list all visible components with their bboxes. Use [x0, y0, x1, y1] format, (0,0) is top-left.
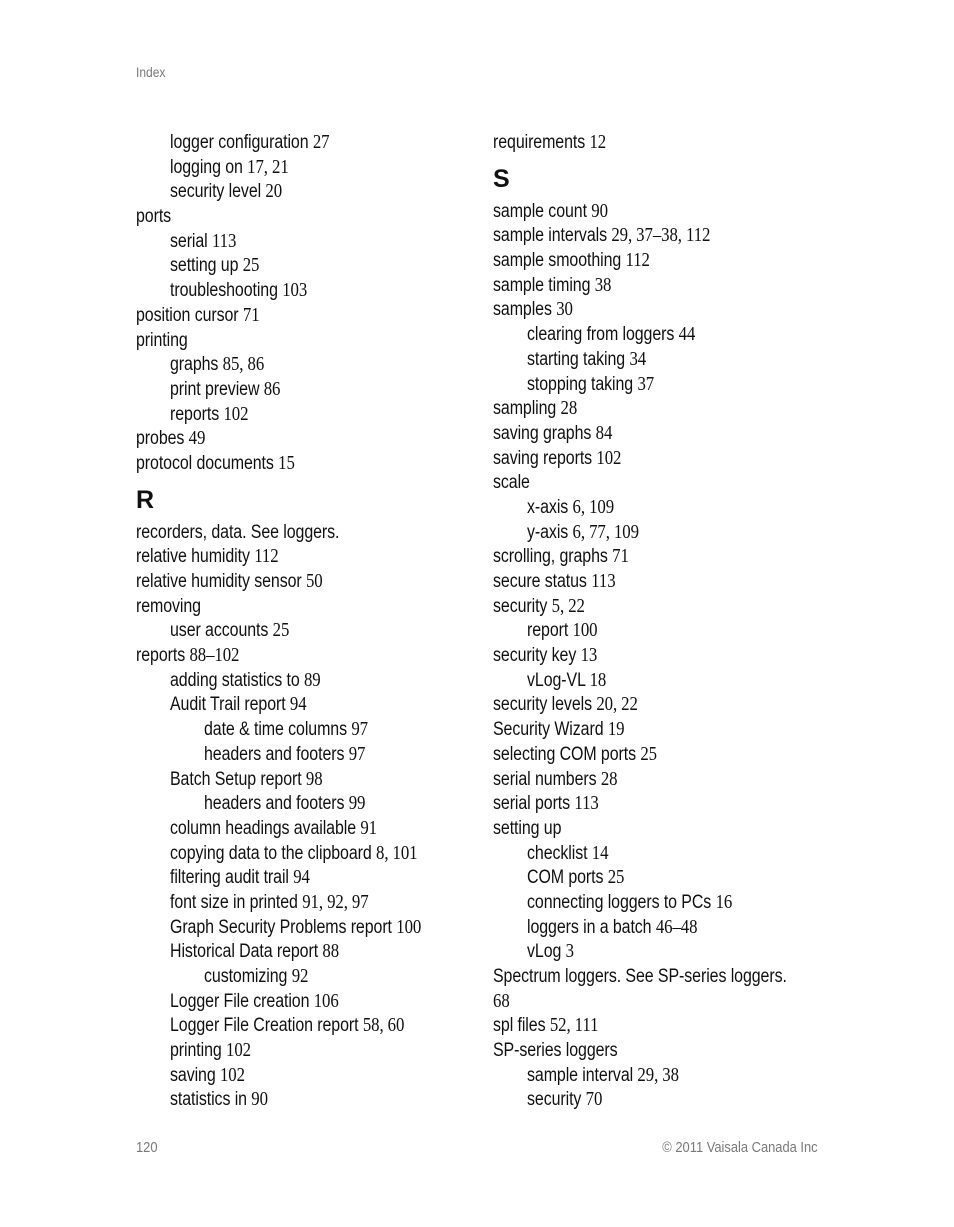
- index-term: sample intervals: [493, 225, 612, 247]
- index-entry: [493, 347, 833, 372]
- index-page-refs: 30: [556, 298, 573, 321]
- index-page-refs: 18: [589, 668, 607, 691]
- index-entry: [136, 939, 476, 964]
- index-entry: [493, 544, 833, 569]
- index-page-refs: 71: [242, 303, 260, 326]
- index-page-refs: 6, 77, 109: [572, 520, 639, 543]
- index-term: protocol documents: [136, 452, 279, 474]
- running-head: Index: [136, 64, 166, 80]
- index-column-left: [136, 130, 476, 1112]
- index-page-refs: 90: [251, 1088, 268, 1111]
- index-page-refs: 88–102: [189, 644, 240, 667]
- index-entry: [136, 816, 476, 841]
- index-entry: [136, 989, 476, 1014]
- index-entry: [136, 130, 476, 155]
- index-term: troubleshooting: [170, 280, 283, 302]
- index-term: stopping taking: [527, 373, 638, 395]
- index-entry: [493, 692, 833, 717]
- index-entry: [493, 643, 833, 668]
- index-term: sample smoothing: [493, 250, 626, 272]
- index-term: recorders, data. See loggers.: [136, 521, 340, 543]
- index-term: probes: [136, 428, 189, 450]
- index-column-right: [493, 130, 833, 1112]
- index-term: printing: [170, 1040, 227, 1062]
- index-page-refs: 91, 92, 97: [302, 890, 369, 913]
- index-page-refs: 25: [272, 619, 290, 642]
- index-entry: [136, 402, 476, 427]
- index-entry: [493, 668, 833, 693]
- index-page-refs: 25: [242, 254, 260, 277]
- index-term: serial ports: [493, 793, 575, 815]
- index-entry: [493, 1038, 833, 1063]
- index-entry: [136, 865, 476, 890]
- index-entry: [136, 544, 476, 569]
- index-page-refs: 102: [223, 402, 249, 425]
- page-number: 120: [136, 1139, 158, 1156]
- index-entry: [136, 426, 476, 451]
- index-term: position cursor: [136, 304, 243, 326]
- index-term: Historical Data report: [170, 941, 323, 963]
- index-page-refs: 103: [282, 279, 308, 302]
- index-entry: [493, 421, 833, 446]
- index-page-refs: 102: [219, 1063, 245, 1086]
- index-term: adding statistics to: [170, 669, 304, 691]
- index-term: spl files: [493, 1015, 550, 1037]
- index-term: security level: [170, 181, 266, 203]
- index-term: Audit Trail report: [170, 694, 290, 716]
- index-term: relative humidity: [136, 546, 255, 568]
- index-term: serial: [170, 230, 212, 252]
- index-term: Graph Security Problems report: [170, 916, 397, 938]
- index-entry: [136, 742, 476, 767]
- index-entry: [136, 841, 476, 866]
- index-entry: [493, 396, 833, 421]
- index-term: Logger File creation: [170, 990, 314, 1012]
- index-term: Security Wizard: [493, 719, 608, 741]
- index-term: font size in printed: [170, 891, 303, 913]
- index-entry: [493, 964, 833, 989]
- index-term: saving reports: [493, 447, 597, 469]
- index-page-refs: 112: [625, 249, 650, 272]
- index-term: logger configuration: [170, 132, 313, 153]
- index-term: starting taking: [527, 348, 630, 370]
- index-term: serial numbers: [493, 768, 601, 790]
- index-term: security levels: [493, 694, 597, 716]
- index-page-refs: 106: [313, 989, 339, 1012]
- index-entry: [493, 372, 833, 397]
- index-entry: [136, 204, 476, 229]
- index-term: y-axis: [527, 521, 573, 543]
- index-term: Batch Setup report: [170, 768, 306, 790]
- index-page-refs: 102: [596, 446, 622, 469]
- index-entry: [493, 816, 833, 841]
- index-term: copying data to the clipboard: [170, 842, 376, 864]
- index-term: vLog-VL: [527, 669, 590, 691]
- index-entry: [493, 767, 833, 792]
- index-entry: [136, 155, 476, 180]
- index-entry: [493, 618, 833, 643]
- index-entry: [136, 692, 476, 717]
- index-entry: [493, 297, 833, 322]
- index-term: checklist: [527, 842, 592, 864]
- index-term: printing: [136, 329, 188, 351]
- index-term: statistics in: [170, 1089, 252, 1111]
- index-entry: [493, 273, 833, 298]
- index-page-refs: 89: [303, 668, 321, 691]
- index-entry: [136, 229, 476, 254]
- index-entry: [493, 322, 833, 347]
- index-page-refs: 113: [574, 792, 599, 815]
- index-page-refs: 88: [322, 940, 340, 963]
- copyright-notice: © 2011 Vaisala Canada Inc: [662, 1139, 818, 1156]
- index-page-refs: 28: [600, 767, 618, 790]
- index-term: saving graphs: [493, 422, 596, 444]
- index-page-refs: 50: [305, 570, 323, 592]
- index-page-refs: 68: [493, 989, 510, 1012]
- index-page-refs: 34: [629, 347, 647, 370]
- index-page-refs: 17, 21: [247, 155, 289, 178]
- index-term: column headings available: [170, 817, 361, 839]
- index-page-refs: 92: [291, 965, 309, 987]
- index-term: report: [527, 620, 573, 642]
- index-page-refs: 15: [278, 451, 295, 474]
- index-entry: [493, 248, 833, 273]
- index-entry: [136, 1013, 476, 1038]
- index-entry: [136, 964, 476, 989]
- index-page-refs: 98: [305, 767, 323, 790]
- index-page-refs: 85, 86: [222, 353, 265, 376]
- index-page-refs: 27: [312, 131, 330, 153]
- index-entry: [136, 253, 476, 278]
- index-term: Logger File Creation report: [170, 1015, 363, 1037]
- index-term: selecting COM ports: [493, 743, 641, 765]
- index-entry: [493, 865, 833, 890]
- index-entry: [493, 199, 833, 224]
- index-entry: [136, 668, 476, 693]
- index-term: requirements: [493, 132, 590, 153]
- index-page-refs: 20, 22: [596, 693, 638, 716]
- index-page-refs: 29, 38: [637, 1063, 679, 1086]
- index-entry: [493, 717, 833, 742]
- index-entry: [493, 1013, 833, 1038]
- index-page-refs: 100: [396, 915, 422, 938]
- index-page-refs: 37: [637, 372, 655, 395]
- index-page-refs: 90: [591, 199, 608, 222]
- index-term: clearing from loggers: [527, 324, 679, 346]
- index-term: security key: [493, 645, 581, 667]
- index-term: x-axis: [527, 496, 573, 518]
- index-entry: [136, 643, 476, 668]
- index-term: sample count: [493, 200, 592, 222]
- index-term: vLog: [527, 941, 566, 963]
- index-entry: [493, 569, 833, 594]
- index-entry: [493, 742, 833, 767]
- index-page-refs: 94: [289, 693, 307, 716]
- index-term: scrolling, graphs: [493, 546, 613, 568]
- index-term: logging on: [170, 156, 248, 178]
- index-page-refs: 13: [580, 644, 598, 667]
- index-page-refs: 20: [265, 180, 283, 203]
- index-page-refs: 44: [678, 323, 696, 346]
- index-entry: [493, 446, 833, 471]
- index-page-refs: 16: [715, 890, 733, 913]
- index-entry: [136, 594, 476, 619]
- index-entry: [136, 767, 476, 792]
- index-term: Spectrum loggers. See SP-series loggers.: [493, 966, 787, 987]
- index-term: setting up: [170, 255, 243, 277]
- index-entry: [136, 915, 476, 940]
- index-page-refs: 12: [589, 131, 607, 153]
- index-term: graphs: [170, 354, 223, 376]
- index-entry: [493, 890, 833, 915]
- index-entry: [493, 520, 833, 545]
- index-term: filtering audit trail: [170, 867, 294, 889]
- index-term: customizing: [204, 966, 292, 987]
- index-term: removing: [136, 595, 201, 617]
- index-term: reports: [170, 403, 224, 425]
- index-entry: [493, 223, 833, 248]
- index-page-refs: 5, 22: [551, 594, 585, 617]
- index-entry: [136, 377, 476, 402]
- index-page-refs: 113: [591, 570, 616, 592]
- index-page-refs: 70: [585, 1088, 603, 1111]
- index-page-refs: 94: [293, 866, 310, 889]
- index-entry: [136, 1038, 476, 1063]
- index-page-refs: 97: [351, 718, 368, 741]
- index-page-refs: 102: [226, 1039, 251, 1062]
- index-entry: [136, 717, 476, 742]
- index-term: scale: [493, 472, 530, 494]
- index-entry: [493, 915, 833, 940]
- index-term: sampling: [493, 398, 561, 420]
- index-term: print preview: [170, 378, 264, 400]
- index-term: headers and footers: [204, 743, 349, 765]
- index-entry: [136, 520, 476, 545]
- index-page-refs: 25: [607, 866, 625, 889]
- index-page-refs: 91: [360, 816, 377, 839]
- index-entry: [493, 939, 833, 964]
- index-entry: [493, 989, 833, 1014]
- index-page-refs: 6, 109: [572, 495, 615, 518]
- index-term: SP-series loggers: [493, 1040, 618, 1062]
- index-page-refs: 100: [572, 619, 598, 642]
- index-entry: [136, 1087, 476, 1112]
- index-page-refs: 86: [263, 377, 281, 400]
- index-term: secure status: [493, 571, 592, 592]
- index-entry: [136, 791, 476, 816]
- index-entry: [493, 495, 833, 520]
- index-page-refs: 113: [211, 229, 237, 252]
- index-entry: [493, 594, 833, 619]
- index-entry: [136, 569, 476, 594]
- index-term: reports: [136, 645, 190, 667]
- index-section-letter: R: [136, 485, 155, 514]
- index-entry: [136, 179, 476, 204]
- index-term: ports: [136, 206, 172, 228]
- index-page-refs: 84: [595, 421, 613, 444]
- index-term: security: [527, 1089, 586, 1111]
- index-term: sample interval: [527, 1064, 638, 1086]
- index-page-refs: 112: [254, 545, 279, 568]
- index-term: saving: [170, 1064, 220, 1086]
- index-page-refs: 8, 101: [375, 841, 418, 864]
- index-entry: [493, 1087, 833, 1112]
- index-page-refs: 25: [640, 742, 657, 765]
- index-term: date & time columns: [204, 719, 352, 741]
- index-section-letter: S: [493, 164, 510, 193]
- index-term: loggers in a batch: [527, 916, 656, 938]
- index-page-refs: 71: [612, 545, 629, 568]
- index-page-refs: 38: [594, 273, 612, 296]
- index-term: user accounts: [170, 620, 273, 642]
- index-page-refs: 3: [565, 940, 574, 963]
- index-page-refs: 49: [188, 427, 206, 450]
- index-page-refs: 19: [607, 718, 625, 741]
- index-page-refs: 28: [560, 397, 578, 420]
- index-term: COM ports: [527, 867, 608, 889]
- index-entry: [493, 841, 833, 866]
- index-entry: [136, 303, 476, 328]
- index-entry: [136, 451, 476, 476]
- index-page-refs: 52, 111: [549, 1014, 599, 1037]
- index-page-refs: 29, 37–38, 112: [611, 224, 711, 247]
- index-page-refs: 46–48: [655, 915, 698, 938]
- index-term: samples: [493, 299, 557, 321]
- index-entry: [136, 328, 476, 353]
- index-entry: [493, 1063, 833, 1088]
- index-term: security: [493, 595, 552, 617]
- index-term: sample timing: [493, 274, 595, 296]
- index-entry: [136, 278, 476, 303]
- index-page-refs: 99: [348, 792, 366, 815]
- index-page-refs: 97: [348, 742, 366, 765]
- index-entry: [493, 470, 833, 495]
- index-term: connecting loggers to PCs: [527, 891, 716, 913]
- index-term: relative humidity sensor: [136, 571, 306, 592]
- index-term: setting up: [493, 817, 562, 839]
- index-entry: [136, 1063, 476, 1088]
- index-entry: [136, 618, 476, 643]
- index-entry: [136, 352, 476, 377]
- index-page-refs: 14: [591, 841, 609, 864]
- index-term: headers and footers: [204, 793, 349, 815]
- index-entry: [136, 890, 476, 915]
- index-entry: [493, 791, 833, 816]
- index-page-refs: 58, 60: [362, 1014, 405, 1037]
- index-entry: [493, 130, 833, 155]
